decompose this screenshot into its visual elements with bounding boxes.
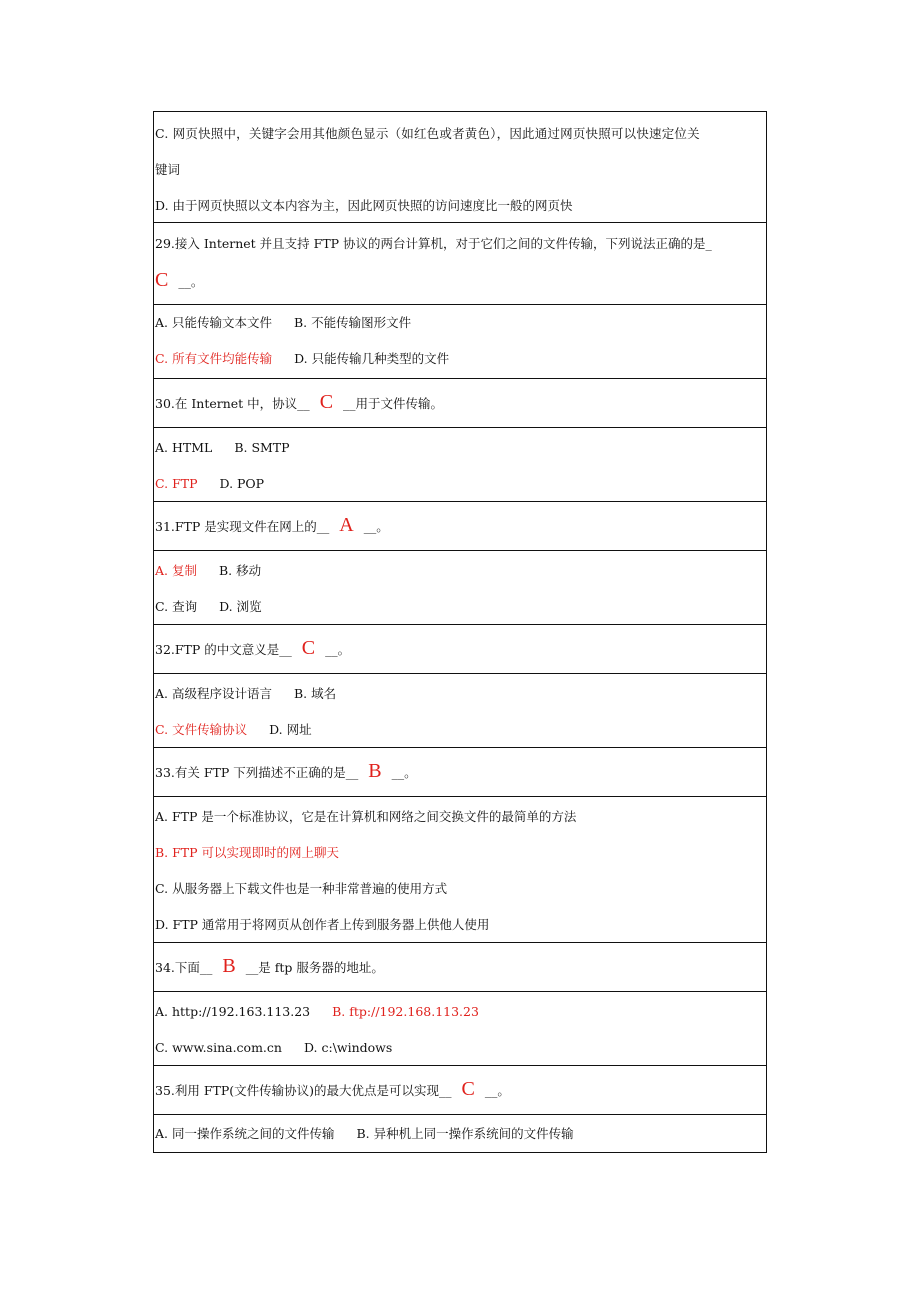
option-a-correct: A. 复制 — [155, 563, 197, 578]
option-b: B. SMTP — [234, 440, 290, 455]
question-30-text: 30.在 Internet 中，协议__ — [155, 396, 310, 411]
question-35-text: 35.利用 FTP(文件传输协议)的最大优点是可以实现__ — [155, 1083, 452, 1098]
question-33-text: 33.有关 FTP 下列描述不正确的是__ — [155, 765, 359, 780]
option-d: D. 只能传输几种类型的文件 — [294, 351, 450, 366]
question-31-stem — [154, 502, 766, 551]
option-d: D. POP — [219, 476, 265, 491]
options-row — [154, 562, 766, 580]
question-30-line — [154, 393, 766, 413]
option-b: B. 域名 — [293, 686, 337, 701]
question-34-options — [154, 992, 766, 1066]
options-row — [154, 439, 766, 457]
question-35-options — [154, 1115, 766, 1152]
question-32-options — [154, 674, 766, 748]
options-row — [154, 350, 766, 368]
question-table — [153, 111, 767, 1153]
option-b-correct: B. FTP 可以实现即时的网上聊天 — [155, 845, 340, 860]
question-35-stem — [154, 1066, 766, 1115]
question-29-options — [154, 305, 766, 379]
option-d: D. FTP 通常用于将网页从创作者上传到服务器上供他人使用 — [155, 917, 490, 932]
question-30-stem — [154, 379, 766, 428]
question-33-line — [154, 762, 766, 782]
question-30-answer: C — [319, 391, 334, 413]
question-34-text-after: __是 ftp 服务器的地址。 — [245, 960, 384, 975]
question-34-stem — [154, 943, 766, 992]
option-a: A. http://192.163.113.23 — [155, 1004, 311, 1019]
question-35-text-after: __。 — [484, 1083, 510, 1098]
option-c: C. 网页快照中，关键字会用其他颜色显示（如红色或者黄色），因此通过网页快照可以快速定位关 — [155, 126, 700, 141]
prev-options-cell — [154, 112, 766, 223]
question-34-text: 34.下面__ — [155, 960, 213, 975]
option-d: D. 由于网页快照以文本内容为主，因此网页快照的访问速度比一般的网页快 — [155, 198, 573, 213]
option-a: A. FTP 是一个标准协议，它是在计算机和网络之间交换文件的最简单的方法 — [155, 809, 577, 824]
option-a: A. HTML — [155, 440, 213, 455]
option-a: A. 高级程序设计语言 — [155, 686, 272, 701]
option-c-wrap: 键词 — [155, 162, 181, 177]
question-33-answer: B — [368, 760, 382, 782]
question-32-text: 32.FTP 的中文意义是__ — [155, 642, 292, 657]
option-c: C. 查询 — [155, 599, 198, 614]
question-29-stem — [154, 223, 766, 305]
option-d: D. c:\windows — [303, 1040, 393, 1055]
question-32-line — [154, 639, 766, 659]
question-35-answer: C — [461, 1078, 475, 1100]
option-b: B. 异种机上同一操作系统间的文件传输 — [356, 1126, 574, 1141]
option-c-correct: C. 文件传输协议 — [155, 722, 248, 737]
option-c-correct: C. 所有文件均能传输 — [155, 351, 273, 366]
option-a: A. 只能传输文本文件 — [155, 315, 272, 330]
option-d: D. 网址 — [269, 722, 312, 737]
options-row — [154, 598, 766, 616]
question-34-line — [154, 957, 766, 977]
options-row — [154, 721, 766, 739]
question-33-text-after: __。 — [391, 765, 417, 780]
question-32-stem — [154, 625, 766, 674]
question-33-options — [154, 797, 766, 943]
options-row — [154, 1003, 766, 1021]
question-35-line — [154, 1080, 766, 1100]
options-row — [154, 475, 766, 493]
question-29-text: 29.接入 Internet 并且支持 FTP 协议的两台计算机，对于它们之间的文件传输，下列说法正确的是_ — [155, 236, 712, 251]
question-32-text-after: __。 — [325, 642, 351, 657]
options-row — [154, 1039, 766, 1057]
option-d: D. 浏览 — [219, 599, 262, 614]
question-32-answer: C — [301, 637, 316, 659]
question-30-text-after: __用于文件传输。 — [343, 396, 444, 411]
option-c: C. www.sina.com.cn — [155, 1040, 282, 1055]
option-c-correct: C. FTP — [155, 476, 198, 491]
option-b: B. 不能传输图形文件 — [293, 315, 412, 330]
question-29-answer: C — [155, 269, 169, 291]
question-33-stem — [154, 748, 766, 797]
option-c: C. 从服务器上下载文件也是一种非常普遍的使用方式 — [155, 881, 448, 896]
question-31-line — [154, 516, 766, 536]
question-31-options — [154, 551, 766, 625]
options-row — [154, 685, 766, 703]
option-b: B. 移动 — [218, 563, 262, 578]
question-29-answer-line — [154, 271, 766, 291]
options-row — [154, 314, 766, 332]
question-31-text-after: __。 — [363, 519, 389, 534]
options-row — [154, 1125, 766, 1143]
option-b-correct: B. ftp://192.168.113.23 — [332, 1004, 479, 1019]
question-31-text: 31.FTP 是实现文件在网上的__ — [155, 519, 330, 534]
question-30-options — [154, 428, 766, 502]
option-a: A. 同一操作系统之间的文件传输 — [155, 1126, 335, 1141]
question-31-answer: A — [339, 514, 354, 536]
question-29-text-after: __。 — [178, 274, 204, 289]
question-34-answer: B — [222, 955, 236, 977]
